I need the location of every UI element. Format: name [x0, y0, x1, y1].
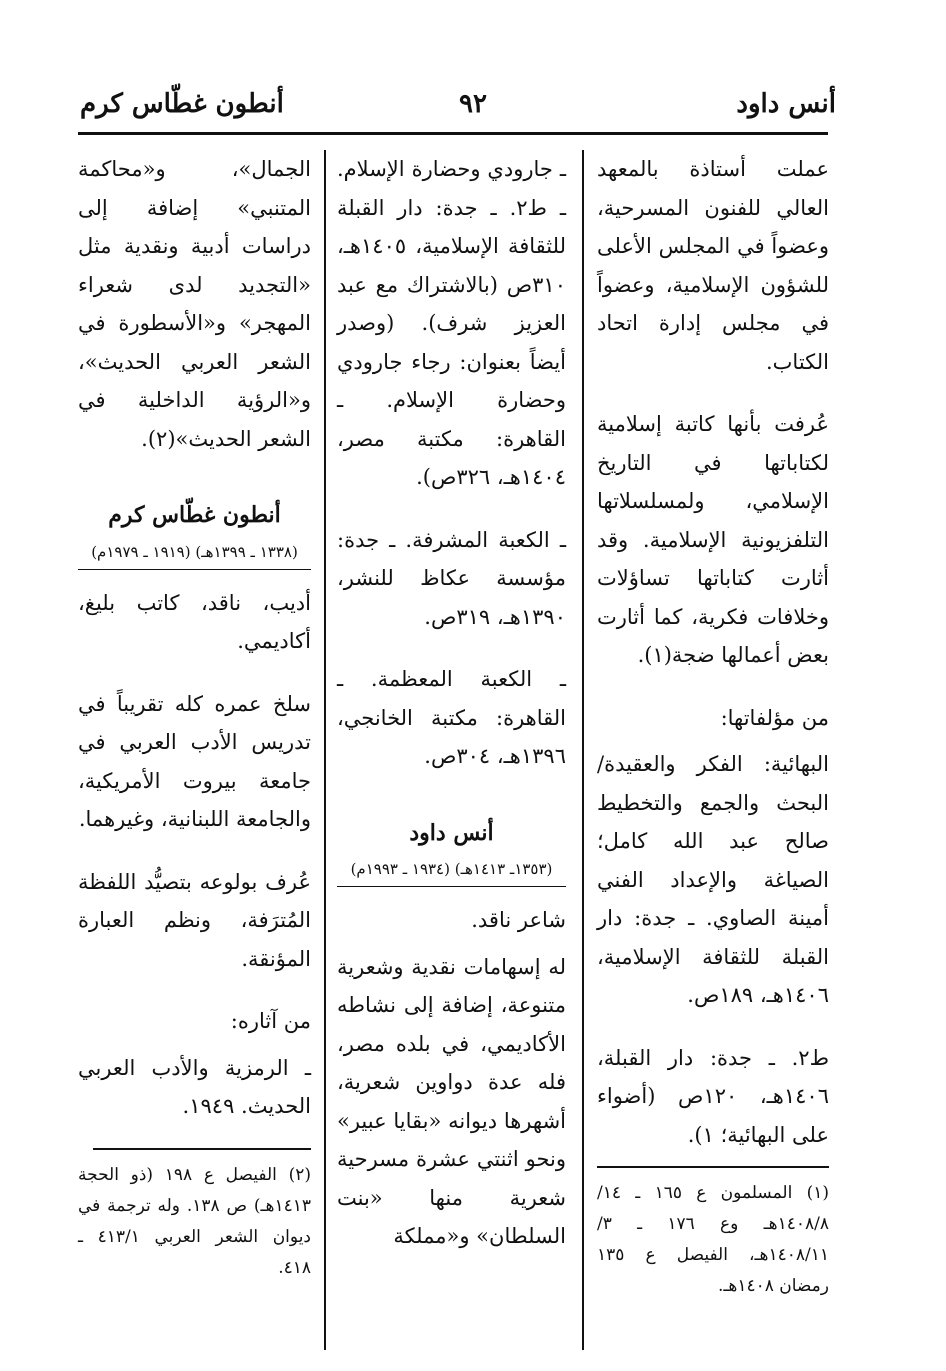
page-number: ٩٢ — [459, 89, 487, 119]
section-label: من آثاره: — [230, 1009, 311, 1033]
column-right — [597, 150, 829, 1178]
bibliography-entry: ـ الرمزية والأدب العربي الحديث. ١٩٤٩. — [78, 1055, 311, 1118]
paragraph: شاعر ناقد. — [471, 908, 566, 932]
bibliography-entry: البهائية: الفكر والعقيدة/ البحث والجمع والتخطيط صالح عبد الله كامل؛ الصياغة والإعداد الفني أمينة الصاوي. ـ جدة: دار القبلة للثقافة الإسلامية، ١٤٠٦هـ، ١٨٩ص. — [597, 752, 829, 1007]
entry-dates: (١٣٥٣ـ ١٤١٣هـ) (١٩٣٤ ـ ١٩٩٣م) — [337, 856, 566, 887]
bibliography-entry: ـ جارودي وحضارة الإسلام. ـ ط٢. ـ جدة: دار القبلة للثقافة الإسلامية، ١٤٠٥هـ، ٣١٠ص (بالاشتراك مع عبد العزيز شرف). (وصدر أيضاً بعنوان: رجاء جارودي وحضارة الإسلام. ـ القاهرة: مكتبة مصر، ١٤٠٤هـ، ٣٢٦ص). — [337, 157, 567, 489]
paragraph: الجمال»، و«محاكمة المتنبي» إضافة إلى دراسات أدبية ونقدية مثل «التجديد لدى شعراء المهجر» و«الأسطورة في الشعر العربي الحديث»، و«الرؤية الداخلية في الشعر الحديث»(٢). — [78, 157, 311, 451]
footnote: (١) المسلمون ع ١٦٥ ـ ١٤/ ١٤٠٨/٨هـ وع ١٧٦ ـ ٣/ ١٤٠٨/١١هـ، الفيصل ع ١٣٥ رمضان ١٤٠٨هـ. — [597, 1183, 830, 1296]
footnote-separator — [597, 1166, 829, 1168]
paragraph: أديب، ناقد، كاتب بليغ، أكاديمي. — [78, 590, 311, 653]
entry-title: أنس داود — [409, 819, 494, 846]
paragraph: له إسهامات نقدية وشعرية متنوعة، إضافة إلى نشاطه الأكاديمي، في بلده مصر، فله عدة دواوين شعرية، أشهرها ديوانه «بقايا عبير» ونحو اثنتي عشرة مسرحية شعرية منها «بنت السلطان» و«مملكة — [337, 954, 566, 1248]
running-header-left: أنطون غطّاس كرم — [80, 89, 284, 119]
header-rule — [78, 132, 828, 135]
entry-title: أنطون غطّاس كرم — [108, 502, 281, 528]
footnote: (٢) الفيصل ع ١٩٨ (ذو الحجة ١٤١٣هـ) ص ١٣٨. وله ترجمة في ديوان الشعر العربي ٤١٣/١ ـ ٤١٨. — [78, 1165, 311, 1278]
paragraph: عُرف بولوعه بتصيُّد اللفظة المُترَفة، ونظم العبارة المؤنقة. — [78, 869, 311, 971]
column-divider — [324, 150, 326, 1350]
bibliography-entry: ط٢. ـ جدة: دار القبلة، ١٤٠٦هـ، ١٢٠ص (أضواء على البهائية؛ ١). — [597, 1045, 829, 1147]
bibliography-entry: ـ الكعبة المعظمة. ـ القاهرة: مكتبة الخانجي، ١٣٩٦هـ، ٣٠٤ص. — [337, 667, 566, 768]
column-middle — [337, 150, 566, 1280]
footnotes-right — [597, 1178, 829, 1302]
column-left — [78, 150, 311, 1150]
bibliography-entry: ـ الكعبة المشرفة. ـ جدة: مؤسسة عكاظ للنشر، ١٣٩٠هـ، ٣١٩ص. — [337, 527, 566, 629]
section-label: من مؤلفاتها: — [720, 705, 829, 730]
paragraph: عملت أستاذة بالمعهد العالي للفنون المسرحية، وعضواً في المجلس الأعلى للشؤون الإسلامية، وعضواً في مجلس إدارة اتحاد الكتاب. — [597, 157, 829, 374]
column-divider — [582, 150, 584, 1350]
footnote-separator — [93, 1148, 311, 1150]
paragraph: سلخ عمره كله تقريباً في تدريس الأدب العربي في جامعة بيروت الأمريكية، والجامعة اللبنانية، وغيرهما. — [78, 691, 311, 831]
entry-dates: (١٣٣٨ ـ ١٣٩٩هـ) (١٩١٩ ـ ١٩٧٩م) — [78, 539, 311, 570]
running-header-right: أنس داود — [736, 89, 836, 119]
footnotes-left — [78, 1160, 311, 1284]
paragraph: عُرفت بأنها كاتبة إسلامية لكتاباتها في التاريخ الإسلامي، ولمسلسلاتها التلفزيونية الإسلامية. وقد أثارت كتاباتها تساؤلات وخلافات فكرية، كما أثارت بعض أعمالها ضجة(١). — [597, 412, 829, 667]
